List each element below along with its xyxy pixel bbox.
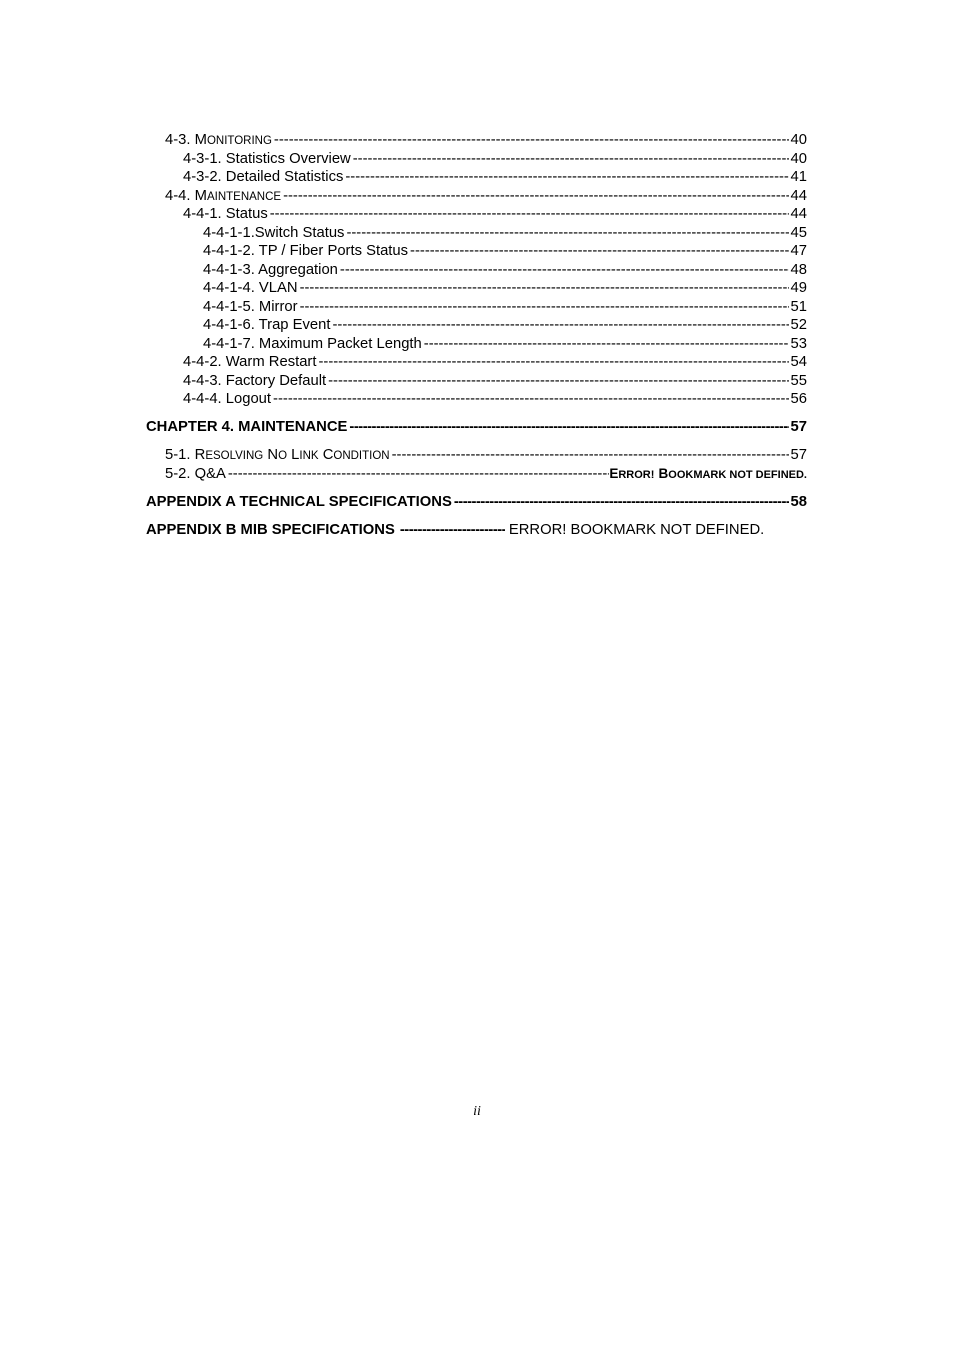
toc-entry-title: 4-4-1-2. TP / Fiber Ports Status (203, 243, 409, 259)
dot-leader (328, 372, 788, 391)
dot-leader (270, 205, 789, 224)
dot-leader (392, 446, 789, 465)
dot-leader (300, 279, 789, 298)
dot-leader (340, 261, 789, 280)
toc-page-number: 48 (790, 261, 807, 278)
toc-page-number: 57 (790, 447, 807, 463)
toc-entry-title: 4-4-2. Warm Restart (183, 354, 317, 370)
dot-leader (353, 150, 789, 169)
toc-appendix-b[interactable] (0, 521, 954, 540)
toc-entry-warm-restart[interactable] (0, 353, 954, 372)
dot-leader (454, 493, 789, 512)
toc-entry-title: 4-4-3. Factory Default (183, 372, 327, 389)
toc-page-number: 53 (790, 335, 807, 352)
toc-chapter-title: CHAPTER 4. MAINTENANCE (146, 419, 348, 435)
toc-page-number: 41 (790, 169, 807, 185)
toc-entry-logout[interactable] (0, 390, 954, 409)
toc-entry-detailed-statistics[interactable] (0, 168, 954, 187)
toc-entry-title: 4-4-1-1.Switch Status (203, 224, 345, 241)
toc-entry-switch-status[interactable] (0, 224, 954, 243)
dot-leader (273, 390, 789, 409)
toc-page-number: 55 (790, 372, 807, 389)
dot-leader (274, 131, 789, 150)
toc-entry-title: 5-1. RESOLVING NO LINK CONDITION (165, 447, 390, 463)
dot-leader (346, 224, 788, 243)
toc-page-number: 47 (790, 243, 807, 259)
toc-page-number: 54 (790, 354, 807, 370)
toc-entry-qa[interactable] (0, 465, 954, 484)
toc-page-number: 40 (790, 150, 807, 167)
dot-leader (228, 465, 609, 484)
toc-entry-title: 4-4-1-4. VLAN (203, 280, 298, 296)
toc-page-number: 40 (790, 132, 807, 148)
toc-entry-factory-default[interactable] (0, 372, 954, 391)
toc-entry-aggregation[interactable] (0, 261, 954, 280)
toc-entry-maximum-packet-length[interactable] (0, 335, 954, 354)
dot-leader (300, 298, 789, 317)
toc-entry-mirror[interactable] (0, 298, 954, 317)
dot-leader (424, 335, 789, 354)
toc-entry-title: 4-4-1. Status (183, 206, 268, 222)
dot-leader (318, 353, 788, 372)
dot-leader (400, 521, 505, 540)
toc-entry-statistics-overview[interactable] (0, 150, 954, 169)
dot-leader (283, 187, 788, 206)
toc-page-number: 44 (790, 187, 807, 204)
table-of-contents (0, 131, 954, 539)
toc-page-number: 57 (790, 419, 807, 435)
toc-entry-title: 4-3. MONITORING (165, 132, 272, 148)
toc-entry-title: 4-4. MAINTENANCE (165, 187, 282, 204)
toc-entry-title: 4-3-1. Statistics Overview (183, 150, 351, 167)
toc-page-number: 51 (790, 298, 807, 315)
toc-page-number: 45 (790, 224, 807, 241)
toc-entry-resolving-no-link[interactable] (0, 446, 954, 465)
toc-entry-status[interactable] (0, 205, 954, 224)
toc-entry-title: 4-4-4. Logout (183, 391, 272, 407)
toc-entry-title: 5-2. Q&A (165, 465, 226, 482)
dot-leader (349, 418, 788, 437)
toc-entry-title: 4-4-1-6. Trap Event (203, 317, 331, 333)
toc-appendix-a[interactable] (0, 493, 954, 512)
dot-leader (332, 316, 788, 335)
toc-entry-vlan[interactable] (0, 279, 954, 298)
toc-entry-title: 4-4-1-3. Aggregation (203, 261, 338, 278)
toc-page-number: 58 (790, 493, 807, 510)
toc-chapter-title: APPENDIX B MIB SPECIFICATIONS (146, 521, 395, 538)
bookmark-error-text: ERROR! BOOKMARK NOT DEFINED. (609, 465, 807, 481)
toc-entry-title: 4-4-1-5. Mirror (203, 298, 298, 315)
toc-entry-trap-event[interactable] (0, 316, 954, 335)
toc-page-number: 52 (790, 317, 807, 333)
toc-entry-maintenance[interactable] (0, 187, 954, 206)
toc-entry-title: 4-4-1-7. Maximum Packet Length (203, 335, 422, 352)
toc-chapter-4-maintenance[interactable] (0, 418, 954, 437)
page-number-footer: ii (473, 1104, 481, 1119)
dot-leader (410, 242, 788, 261)
toc-page-number: 44 (790, 206, 807, 222)
toc-chapter-title: APPENDIX A TECHNICAL SPECIFICATIONS (146, 493, 452, 510)
dot-leader (345, 168, 788, 187)
toc-entry-monitoring[interactable] (0, 131, 954, 150)
toc-page-number: 49 (790, 280, 807, 296)
bookmark-error-text: ERROR! BOOKMARK NOT DEFINED. (508, 521, 765, 538)
toc-page-number: 56 (790, 391, 807, 407)
toc-entry-tp-fiber-ports-status[interactable] (0, 242, 954, 261)
toc-entry-title: 4-3-2. Detailed Statistics (183, 169, 344, 185)
